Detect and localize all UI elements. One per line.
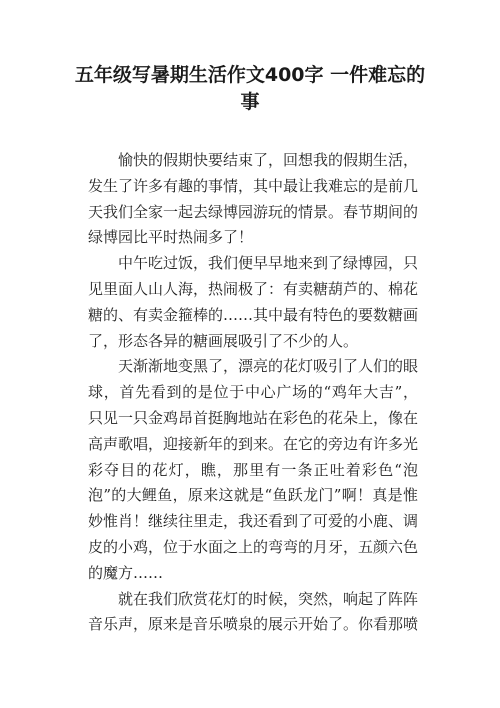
paragraph-4: 就在我们欣赏花灯的时候，突然，响起了阵阵音乐声，原来是音乐喷泉的展示开始了。你看那喷 xyxy=(88,589,419,634)
paragraph-1: 愉快的假期快要结束了，回想我的假期生活，发生了许多有趣的事情，其中最让我难忘的是前几天我们全家一起去绿博园游玩的情景。春节期间的绿博园比平时热闹多了！ xyxy=(88,151,419,247)
article-body xyxy=(88,148,418,638)
paragraph-3: 天渐渐地变黑了，漂亮的花灯吸引了人们的眼球，首先看到的是位于中心广场的“鸡年大吉”，只见一只金鸡昂首挺胸地站在彩色的花朵上，像在高声歌唱，迎接新年的到来。在它的旁边有许多光彩夺目的花灯，瞧，那里有一条正吐着彩色“泡泡”的大鲤鱼，原来这就是“鱼跃龙门”啊！真是惟妙惟肖！继续往里走，我还看到了可爱的小鹿、调皮的小鸡，位于水面之上的弯弯的月牙，五颜六色的魔方…… xyxy=(88,357,419,582)
paragraph-2: 中午吃过饭，我们便早早地来到了绿博园，只见里面人山人海，热闹极了：有卖糖葫芦的、棉花糖的、有卖金箍棒的……其中最有特色的要数糖画了，形态各异的糖画展吸引了不少的人。 xyxy=(88,254,419,350)
document-title: 五年级写暑期生活作文400字 一件难忘的事 xyxy=(74,64,426,113)
